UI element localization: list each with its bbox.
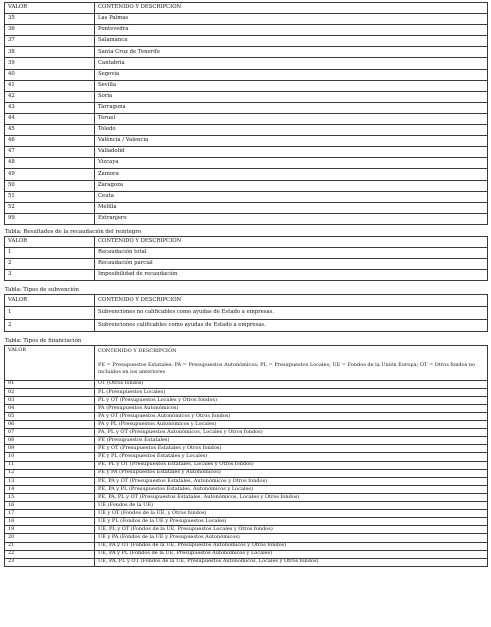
table-row xyxy=(5,477,488,485)
cell-descripcion: Soria xyxy=(95,91,488,102)
cell-descripcion: UE y OT (Fondos de la UE, y Otros fondos) xyxy=(95,510,488,518)
cell-valor: 50 xyxy=(5,180,95,191)
cell-descripcion: PL y OT (Presupuestos Locales y Otros fondos) xyxy=(95,396,488,404)
financiacion-table xyxy=(4,345,488,566)
table-row xyxy=(5,413,488,421)
column-header-valor: VALOR xyxy=(5,236,95,247)
provincias-table-body xyxy=(5,14,488,225)
table-header-row xyxy=(5,236,488,247)
cell-descripcion: PE y OT (Presupuestos Estatales y Otros fondos) xyxy=(95,445,488,453)
cell-valor: 02 xyxy=(5,388,95,396)
cell-descripcion: Valladolid xyxy=(95,147,488,158)
cell-descripcion: Vizcaya xyxy=(95,158,488,169)
cell-valor: 44 xyxy=(5,113,95,124)
table-row xyxy=(5,180,488,191)
table-row xyxy=(5,421,488,429)
cell-valor: 12 xyxy=(5,469,95,477)
table-row xyxy=(5,469,488,477)
table-row xyxy=(5,502,488,510)
cell-descripcion: UE (Fondos de la UE) xyxy=(95,502,488,510)
table-row xyxy=(5,453,488,461)
cell-descripcion: PA (Presupuestos Autonómicos) xyxy=(95,404,488,412)
cell-descripcion: UE y PA (Fondos de la UE y Presupuestos Autonómicos) xyxy=(95,534,488,542)
cell-valor: 21 xyxy=(5,542,95,550)
cell-descripcion: PE (Presupuestos Estatales) xyxy=(95,437,488,445)
cell-valor: 48 xyxy=(5,158,95,169)
cell-valor: 18 xyxy=(5,518,95,526)
table-row xyxy=(5,396,488,404)
cell-descripcion: Zaragoza xyxy=(95,180,488,191)
cell-valor: 11 xyxy=(5,461,95,469)
table-row xyxy=(5,485,488,493)
cell-valor: 19 xyxy=(5,526,95,534)
document-page xyxy=(4,2,488,567)
cell-valor: 40 xyxy=(5,69,95,80)
table-row xyxy=(5,542,488,550)
subvencion-table xyxy=(4,294,488,333)
cell-valor: 15 xyxy=(5,493,95,501)
table-row xyxy=(5,319,488,332)
cell-descripcion: Tarragona xyxy=(95,102,488,113)
cell-descripcion: OT (Otros fondos) xyxy=(95,380,488,388)
table-header-row xyxy=(5,346,488,380)
table-row xyxy=(5,125,488,136)
cell-descripcion: València / Valencia xyxy=(95,136,488,147)
table-row xyxy=(5,247,488,258)
abbreviation-legend: PE = Presupuestos Estatales; PA = Presupuestos Autonómicos; PL = Presupuestos Locales; UE = Fondos de la Unión Europa; OT = Otros fondos no incluidos en los anteriores xyxy=(98,362,476,375)
cell-descripcion: Extranjero xyxy=(95,213,488,224)
table-row xyxy=(5,47,488,58)
cell-valor: 13 xyxy=(5,477,95,485)
subvencion-caption: Tabla: Tipos de subvención xyxy=(5,286,80,293)
cell-valor: 08 xyxy=(5,437,95,445)
cell-valor: 1 xyxy=(5,307,95,320)
reintegro-caption: Tabla: Resultados de la recaudación del reintegro xyxy=(5,228,142,235)
cell-valor: 01 xyxy=(5,380,95,388)
table-row xyxy=(5,191,488,202)
column-header-title: CONTENIDO Y DESCRIPCIÓN xyxy=(98,348,177,355)
cell-descripcion: UE, PA y OT (Fondos de la UE, Presupuestos Autonómicos y Otros fondos) xyxy=(95,542,488,550)
cell-descripcion: Subvenciones calificables como ayudas de Estado a empresas. xyxy=(95,319,488,332)
cell-valor: 42 xyxy=(5,91,95,102)
table-row xyxy=(5,307,488,320)
table-row xyxy=(5,526,488,534)
table-row xyxy=(5,510,488,518)
cell-descripcion: Sevilla xyxy=(95,80,488,91)
cell-valor: 41 xyxy=(5,80,95,91)
cell-descripcion: Cantabria xyxy=(95,58,488,69)
cell-descripcion: Zamora xyxy=(95,169,488,180)
cell-descripcion: PE, PA, PL y OT (Presupuestos Estatales, Autonómicos, Locales y Otros fondos) xyxy=(95,493,488,501)
cell-valor: 3 xyxy=(5,269,95,280)
column-header-descripcion xyxy=(95,346,488,380)
financiacion-caption: Tabla: Tipos de financiación xyxy=(5,338,82,345)
cell-valor: 1 xyxy=(5,247,95,258)
cell-valor: 2 xyxy=(5,319,95,332)
cell-descripcion: PE y PL (Presupuestos Estatales y Locales) xyxy=(95,453,488,461)
table-row xyxy=(5,429,488,437)
cell-valor: 05 xyxy=(5,413,95,421)
cell-valor: 51 xyxy=(5,191,95,202)
table-row xyxy=(5,461,488,469)
cell-valor: 14 xyxy=(5,485,95,493)
cell-valor: 04 xyxy=(5,404,95,412)
table-header-row xyxy=(5,3,488,14)
cell-descripcion: Santa Cruz de Tenerife xyxy=(95,47,488,58)
cell-valor: 22 xyxy=(5,550,95,558)
table-row xyxy=(5,380,488,388)
cell-descripcion: Recaudación total xyxy=(95,247,488,258)
cell-descripcion: UE, PA, PL y OT (Fondos de la UE, Presupuestos Autonómicos, Locales y Otros fondos) xyxy=(95,558,488,566)
cell-valor: 99 xyxy=(5,213,95,224)
cell-valor: 45 xyxy=(5,125,95,136)
cell-descripcion: PE, PA y PL (Presupuestos Estatales, Autonómicos y Locales) xyxy=(95,485,488,493)
table-row xyxy=(5,25,488,36)
cell-descripcion: UE, PL y OT (Fondos de la UE, Presupuestos Locales y Otros fondos) xyxy=(95,526,488,534)
table-row xyxy=(5,158,488,169)
cell-valor: 36 xyxy=(5,25,95,36)
cell-descripcion: PL (Presupuestos Locales) xyxy=(95,388,488,396)
cell-descripcion: Teruel xyxy=(95,113,488,124)
provincias-table xyxy=(4,2,488,225)
table-row xyxy=(5,102,488,113)
cell-descripcion: Pontevedra xyxy=(95,25,488,36)
table-row xyxy=(5,36,488,47)
table-row xyxy=(5,269,488,280)
cell-descripcion: PE y PA (Presupuestos Estatales y Autonómicos) xyxy=(95,469,488,477)
cell-valor: 20 xyxy=(5,534,95,542)
cell-descripcion: Recaudación parcial xyxy=(95,258,488,269)
cell-descripcion: Imposibilidad de recaudación xyxy=(95,269,488,280)
cell-valor: 46 xyxy=(5,136,95,147)
cell-valor: 35 xyxy=(5,14,95,25)
table-row xyxy=(5,388,488,396)
table-row xyxy=(5,518,488,526)
cell-valor: 37 xyxy=(5,36,95,47)
cell-descripcion: PA, PL y OT (Presupuestos Autonómicos, Locales y Otros fondos) xyxy=(95,429,488,437)
table-row xyxy=(5,445,488,453)
subvencion-table-body xyxy=(5,307,488,332)
cell-descripcion: UE y PL (Fondos de la UE y Presupuestos Locales) xyxy=(95,518,488,526)
cell-descripcion: PA y OT (Presupuestos Autonómicos y Otros fondos) xyxy=(95,413,488,421)
cell-valor: 06 xyxy=(5,421,95,429)
column-header-descripcion: CONTENIDO Y DESCRIPCIÓN xyxy=(95,236,488,247)
table-row xyxy=(5,534,488,542)
table-row xyxy=(5,258,488,269)
table-row xyxy=(5,14,488,25)
column-header-valor: VALOR xyxy=(5,3,95,14)
cell-valor: 16 xyxy=(5,502,95,510)
table-row xyxy=(5,558,488,566)
cell-descripcion: PE, PA y OT (Presupuestos Estatales, Autonómicos y Otros fondos) xyxy=(95,477,488,485)
cell-descripcion: Toledo xyxy=(95,125,488,136)
cell-descripcion: Melilla xyxy=(95,202,488,213)
cell-valor: 49 xyxy=(5,169,95,180)
cell-valor: 2 xyxy=(5,258,95,269)
cell-valor: 07 xyxy=(5,429,95,437)
cell-descripcion: Subvenciones no calificables como ayudas de Estado a empresas. xyxy=(95,307,488,320)
table-row xyxy=(5,147,488,158)
reintegro-table xyxy=(4,236,488,281)
table-row xyxy=(5,202,488,213)
cell-valor: 03 xyxy=(5,396,95,404)
cell-descripcion: PA y PL (Presupuestos Autonómicos y Locales) xyxy=(95,421,488,429)
table-row xyxy=(5,80,488,91)
table-row xyxy=(5,69,488,80)
column-header-descripcion: CONTENIDO Y DESCRIPCIÓN xyxy=(95,294,488,307)
table-row xyxy=(5,550,488,558)
cell-descripcion: PE, PL y OT (Presupuestos Estatales, Locales y Otros fondos) xyxy=(95,461,488,469)
cell-descripcion: Salamanca xyxy=(95,36,488,47)
cell-valor: 09 xyxy=(5,445,95,453)
cell-descripcion: UE, PA y PL (Fondos de la UE, Presupuestos Autonómicos y Locales) xyxy=(95,550,488,558)
financiacion-table-body xyxy=(5,380,488,566)
table-row xyxy=(5,91,488,102)
table-row xyxy=(5,404,488,412)
cell-valor: 38 xyxy=(5,47,95,58)
table-row xyxy=(5,113,488,124)
cell-descripcion: Segovia xyxy=(95,69,488,80)
table-row xyxy=(5,136,488,147)
cell-valor: 10 xyxy=(5,453,95,461)
cell-valor: 17 xyxy=(5,510,95,518)
column-header-valor: VALOR xyxy=(5,294,95,307)
column-header-valor: VALOR xyxy=(5,346,95,380)
cell-valor: 52 xyxy=(5,202,95,213)
table-row xyxy=(5,493,488,501)
table-row xyxy=(5,213,488,224)
reintegro-table-body xyxy=(5,247,488,280)
column-header-descripcion: CONTENIDO Y DESCRIPCIÓN xyxy=(95,3,488,14)
cell-valor: 23 xyxy=(5,558,95,566)
cell-valor: 43 xyxy=(5,102,95,113)
cell-descripcion: Ceuta xyxy=(95,191,488,202)
table-row xyxy=(5,58,488,69)
table-header-row xyxy=(5,294,488,307)
cell-descripcion: Las Palmas xyxy=(95,14,488,25)
table-row xyxy=(5,169,488,180)
cell-valor: 39 xyxy=(5,58,95,69)
cell-valor: 47 xyxy=(5,147,95,158)
table-row xyxy=(5,437,488,445)
